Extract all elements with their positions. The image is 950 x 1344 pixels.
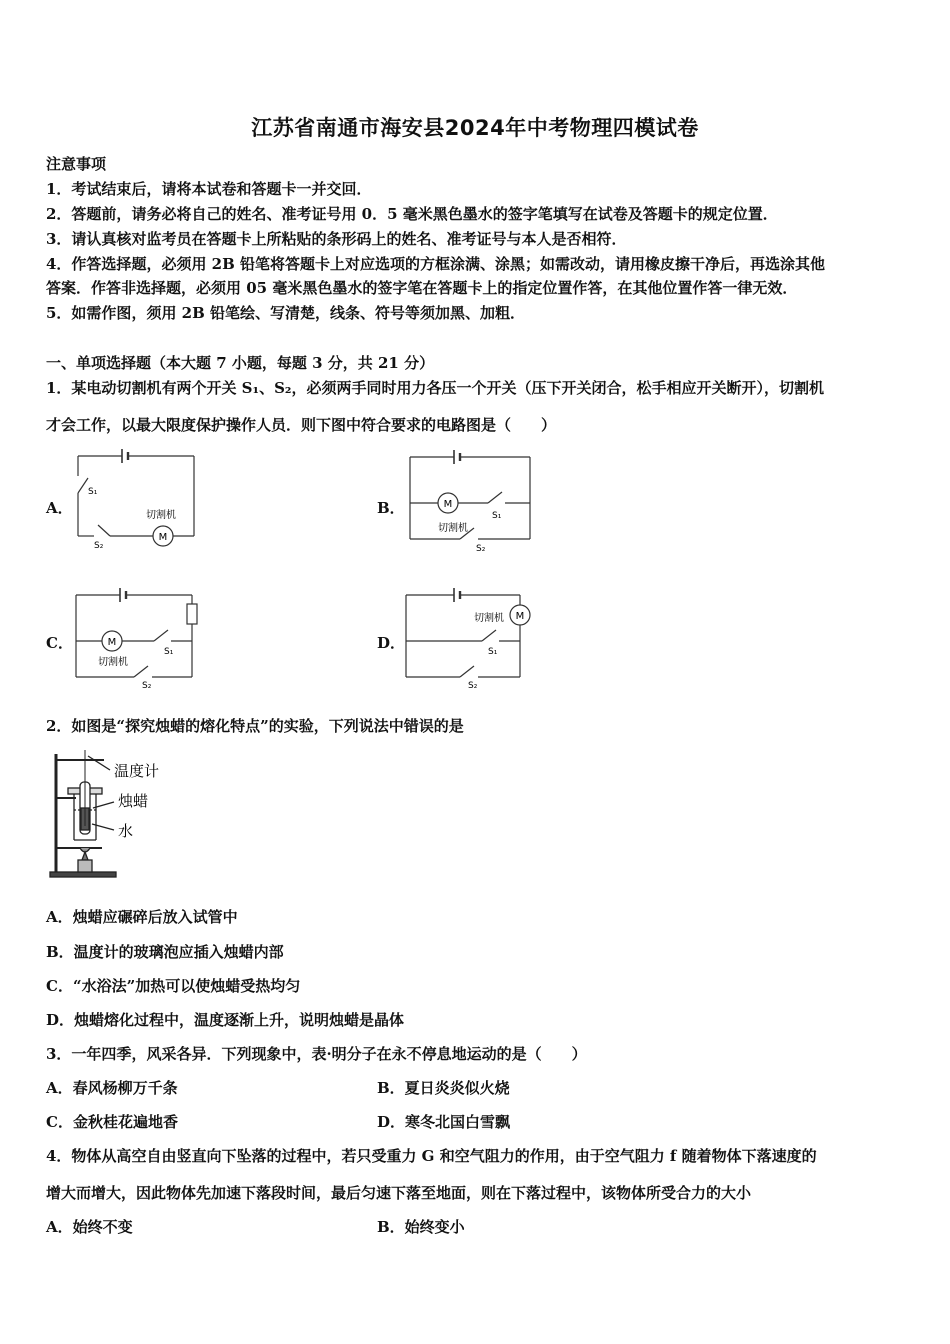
notice-item: 5．如需作图，须用 2B 铅笔绘、写清楚，线条、符号等须加黑、加粗． [46,304,525,322]
switch-s1-label: S₁ [88,487,98,497]
switch-s2-label: S₂ [94,541,104,551]
q3-option-a: A．春风杨柳万千条 [46,1079,178,1097]
notice-item: 答案．作答非选择题，必须用 05 毫米黑色墨水的签字笔在答题卡上的指定位置作答，在其他位置作答一律无效． [46,279,798,297]
motor-symbol-label: M [107,637,117,648]
notice-heading: 注意事项 [46,155,107,173]
motor-symbol-label: M [515,611,525,622]
wax-melting-apparatus-figure [46,748,176,880]
q1-stem-line2: 才会工作，以最大限度保护操作人员．则下图中符合要求的电路图是（ ） [46,416,557,434]
q2-option-d: D．烛蜡熔化过程中，温度逐渐上升，说明烛蜡是晶体 [46,1011,405,1029]
q2-option-a: A．烛蜡应碾碎后放入试管中 [46,908,238,926]
q4-option-a: A．始终不变 [46,1218,133,1236]
circuit-diagram-b [402,445,537,555]
switch-s2-label: S₂ [476,544,486,554]
q2-option-c: C．“水浴法”加热可以使烛蜡受热均匀 [46,977,301,995]
circuit-diagram-c [68,585,200,691]
q3-option-c: C．金秋桂花遍地香 [46,1113,178,1131]
thermometer-label: 温度计 [114,762,160,780]
q1-option-a: A． [46,499,73,517]
q4-stem-line1: 4．物体从高空自由竖直向下坠落的过程中，若只受重力 G 和空气阻力的作用，由于空气阻力 f 随着物体下落速度的 [46,1147,817,1165]
switch-s1-label: S₁ [492,511,502,521]
cutter-label: 切割机 [438,523,468,534]
notice-item: 2．答题前，请务必将自己的姓名、准考证号用 0．5 毫米黑色墨水的签字笔填写在试卷及答题卡的规定位置． [46,205,778,223]
q3-option-d: D．寒冬北国白雪飘 [377,1113,511,1131]
switch-s2-label: S₂ [468,681,478,691]
circuit-diagram-d [398,585,538,691]
q2-stem: 2．如图是“探究烛蜡的熔化特点”的实验，下列说法中错误的是 [46,717,464,735]
section-heading: 一、单项选择题（本大题 7 小题，每题 3 分，共 21 分） [46,354,435,372]
switch-s1-label: S₁ [164,647,174,657]
notice-item: 1．考试结束后，请将本试卷和答题卡一并交回． [46,180,372,198]
cutter-label: 切割机 [98,657,128,668]
q4-option-b: B．始终变小 [377,1218,465,1236]
motor-symbol-label: M [443,499,453,510]
circuit-diagram-a [70,448,200,554]
q3-option-b: B．夏日炎炎似火烧 [377,1079,510,1097]
q1-option-c: C． [46,634,73,652]
q1-option-d: D． [377,634,406,652]
cutter-label: 切割机 [474,613,504,624]
q4-stem-line2: 增大而增大，因此物体先加速下落段时间，最后匀速下落至地面，则在下落过程中，该物体所受合力的大小 [46,1184,752,1202]
motor-symbol-label: M [158,532,168,543]
page-title: 江苏省南通市海安县2024年中考物理四模试卷 [251,116,699,140]
q1-option-b: B． [377,499,405,517]
switch-s1-label: S₁ [488,647,498,657]
q3-stem: 3．一年四季，风采各异．下列现象中，表·明分子在永不停息地运动的是（ ） [46,1045,587,1063]
switch-s2-label: S₂ [142,681,152,691]
cutter-label: 切割机 [146,510,176,521]
notice-item: 4．作答选择题，必须用 2B 铅笔将答题卡上对应选项的方框涂满、涂黑；如需改动，请用橡皮擦干净后，再选涂其他 [46,255,826,273]
q1-stem-line1: 1．某电动切割机有两个开关 S₁、S₂，必须两手同时用力各压一个开关（压下开关闭合，松手相应开关断开），切割机 [46,379,824,397]
water-label: 水 [118,822,134,840]
q2-option-b: B．温度计的玻璃泡应插入烛蜡内部 [46,943,284,961]
wax-label: 烛蜡 [118,792,149,810]
notice-item: 3．请认真核对监考员在答题卡上所粘贴的条形码上的姓名、准考证号与本人是否相符． [46,230,627,248]
